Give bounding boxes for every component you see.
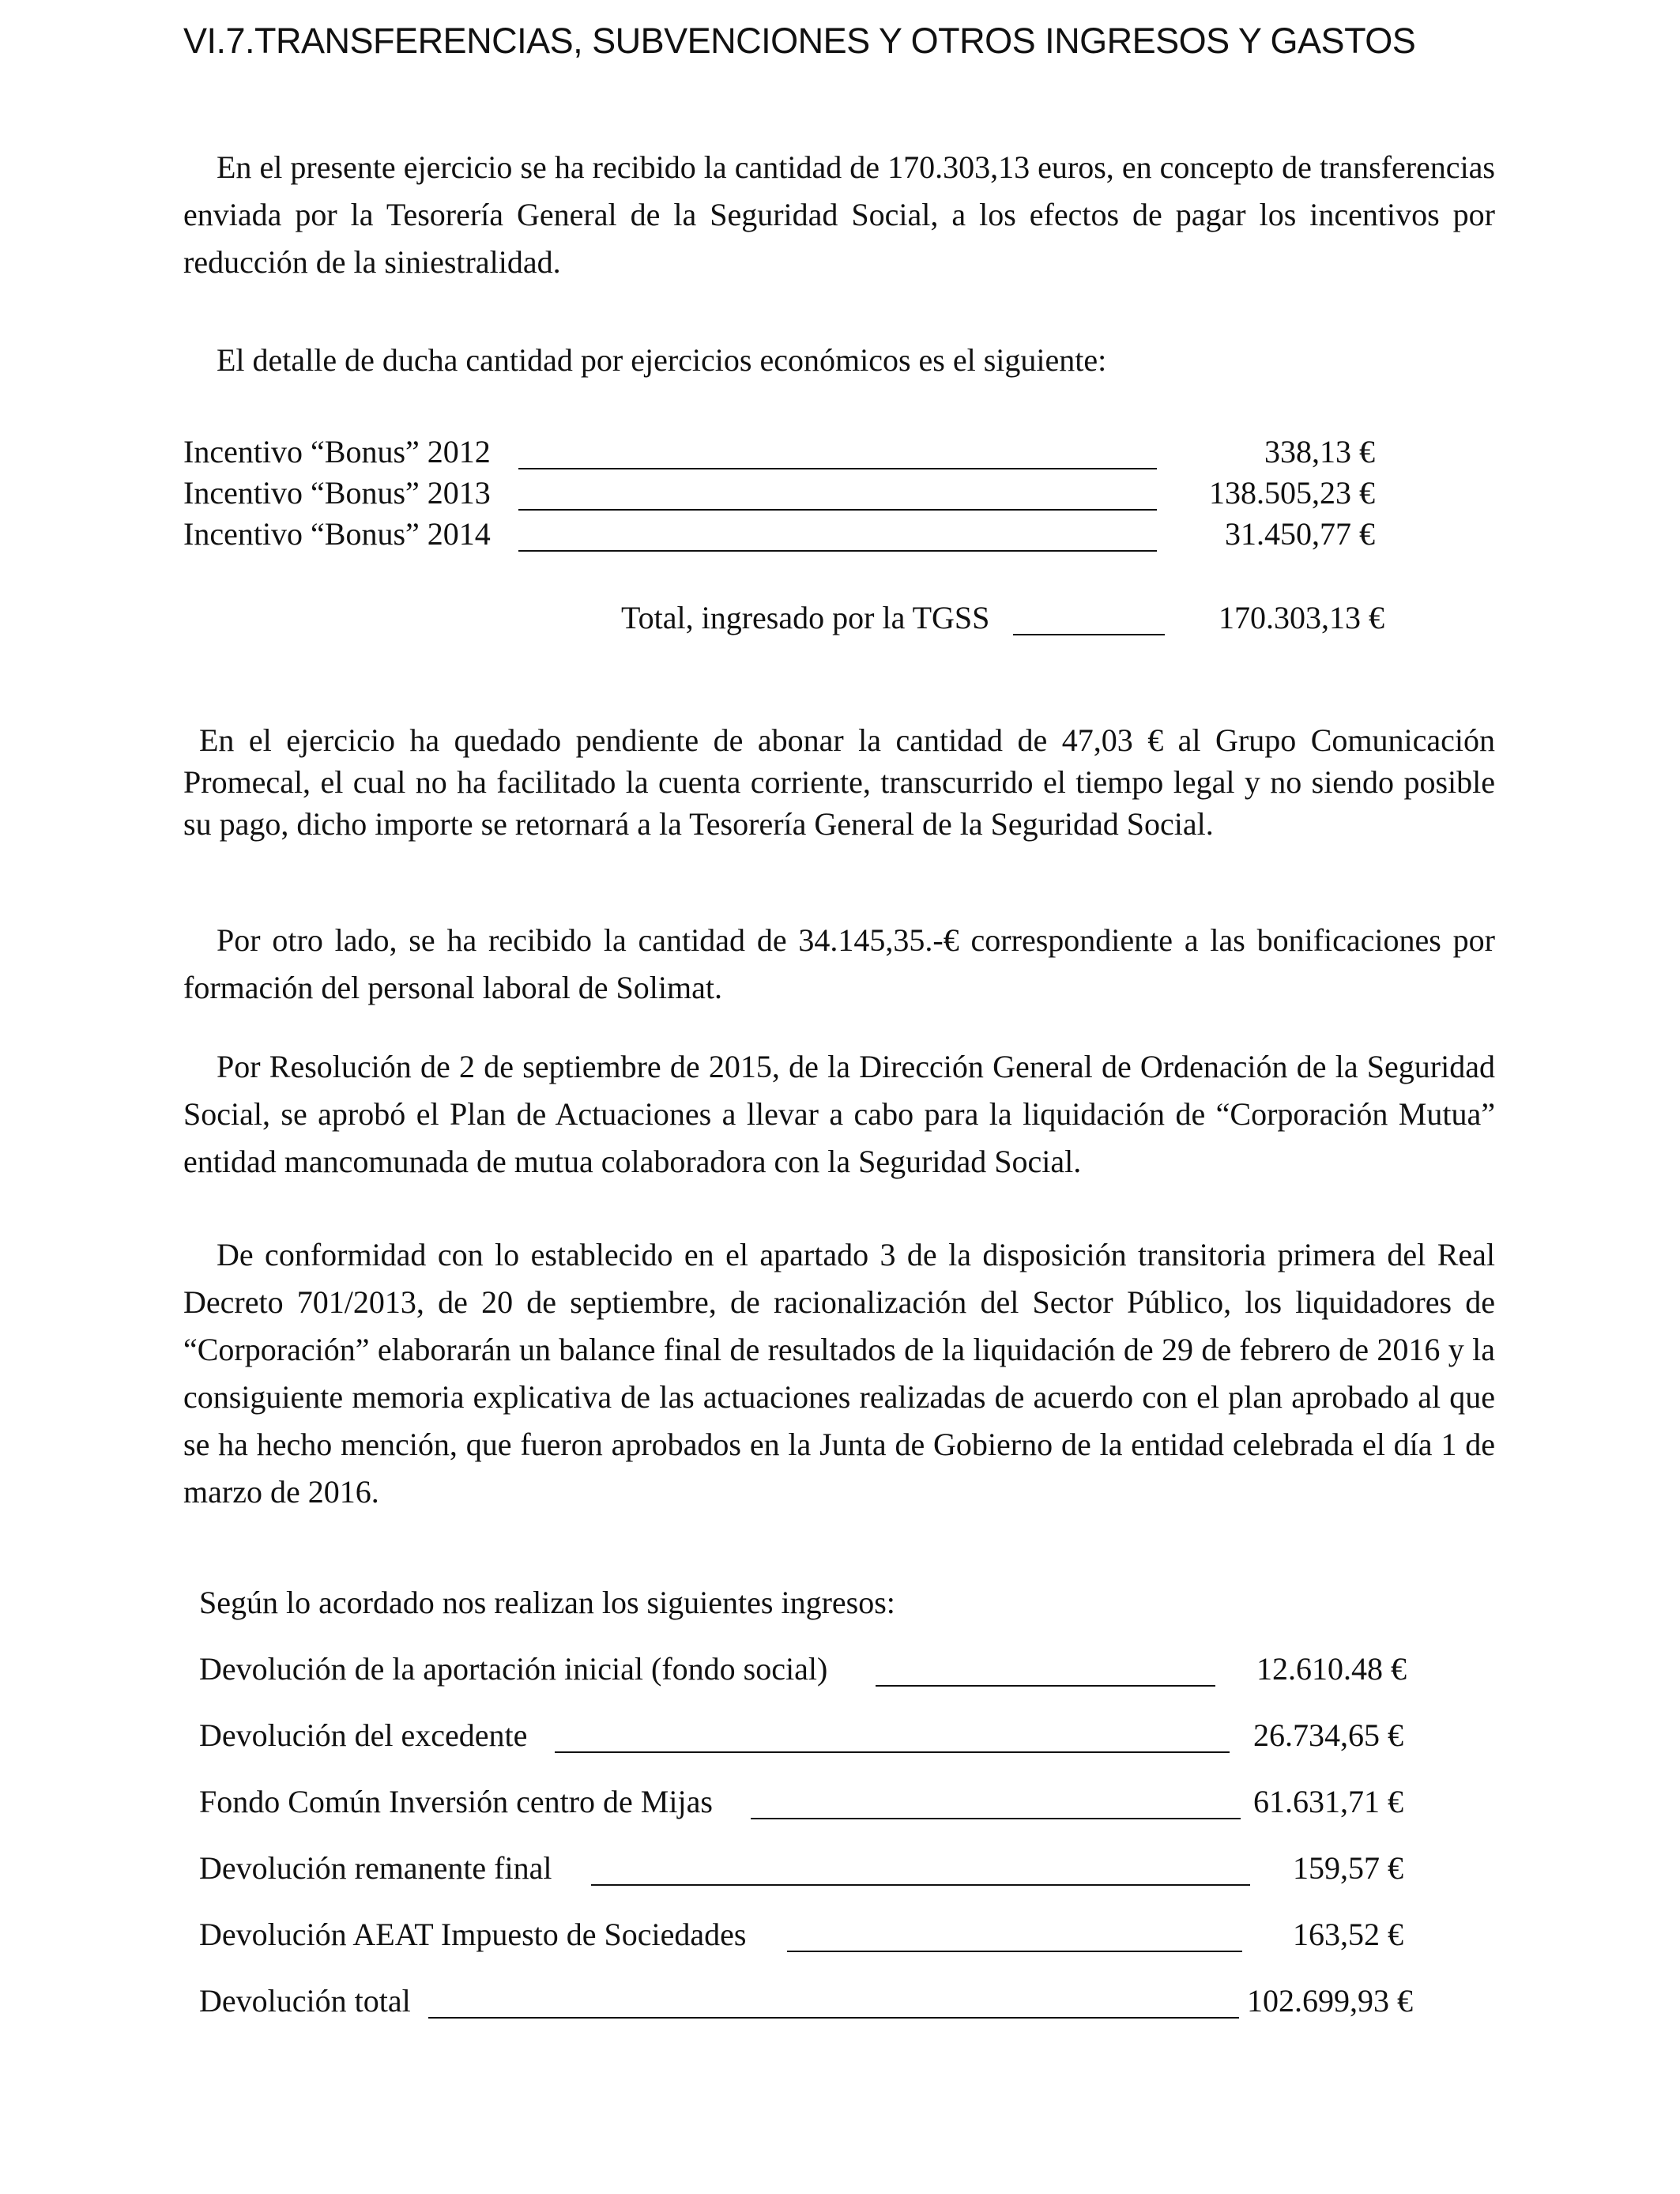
leader-line (518, 468, 1157, 469)
row-amount: 26.734,65 € (1253, 1717, 1403, 1753)
row-label: Incentivo “Bonus” 2013 (183, 475, 491, 511)
leader-line (518, 509, 1157, 511)
row-label: Devolución de la aportación inicial (fondo social) (199, 1651, 828, 1687)
row-label: Devolución remanente final (199, 1850, 552, 1886)
leader-line (555, 1751, 1230, 1753)
row-amount: 31.450,77 € (1225, 516, 1375, 552)
leader-line (876, 1685, 1215, 1687)
row-amount: 159,57 € (1293, 1850, 1403, 1886)
row-amount: 163,52 € (1293, 1917, 1403, 1952)
row-amount: 61.631,71 € (1253, 1784, 1403, 1819)
paragraph-resolucion: Por Resolución de 2 de septiembre de 2015, de la Dirección General de Ordenación de la Seguridad Social, se aprobó el Plan de Actuaciones a llevar a cabo para la liquidación de “Corporación Mutua” entidad mancomunada de mutua colaboradora con la Seguridad Social. (183, 1049, 1495, 1179)
paragraph-transferencias: En el presente ejercicio se ha recibido la cantidad de 170.303,13 euros, en concepto de transferencias enviada por la Tesorería General de la Seguridad Social, a los efectos de pagar los incentivos por reducción de la siniestralidad. (183, 149, 1495, 280)
paragraph-conformidad: De conformidad con lo establecido en el apartado 3 de la disposición transitoria primera del Real Decreto 701/2013, de 20 de septiembre, de racionalización del Sector Público, los liquidadores de “Corporación” elaborarán un balance final de resultados de la liquidación de 29 de febrero de 2016 y la consiguiente memoria explicativa de las actuaciones realizadas de acuerdo con el plan aprobado al que se ha hecho mención, que fueron aprobados en la Junta de Gobierno de la entidad celebrada el día 1 de marzo de 2016. (183, 1237, 1495, 1510)
row-amount: 138.505,23 € (1209, 475, 1375, 511)
leader-line (787, 1951, 1242, 1952)
total-amount: 170.303,13 € (1219, 600, 1384, 635)
paragraph-bonificaciones: Por otro lado, se ha recibido la cantidad de 34.145,35.-€ correspondiente a las bonificaciones por formación del personal laboral de Solimat. (183, 922, 1495, 1005)
row-label: Devolución AEAT Impuesto de Sociedades (199, 1917, 747, 1952)
leader-line (751, 1818, 1241, 1819)
row-amount: 12.610.48 € (1256, 1651, 1407, 1687)
section-title: VI.7.TRANSFERENCIAS, SUBVENCIONES Y OTROS INGRESOS Y GASTOS (183, 21, 1416, 61)
leader-line (591, 1884, 1250, 1886)
paragraph-ingresos-intro: Según lo acordado nos realizan los siguientes ingresos: (199, 1585, 895, 1620)
leader-line (518, 550, 1157, 552)
row-amount: 338,13 € (1264, 434, 1375, 469)
total-label: Devolución total (199, 1983, 411, 2019)
leader-line (1013, 634, 1165, 635)
paragraph-detalle: El detalle de ducha cantidad por ejercicios económicos es el siguiente: (217, 342, 1107, 378)
paragraph-pendiente: En el ejercicio ha quedado pendiente de abonar la cantidad de 47,03 € al Grupo Comunicación Promecal, el cual no ha facilitado la cuenta corriente, transcurrido el tiempo legal y no siendo posible su pago, dicho importe se retornará a la Tesorería General de la Seguridad Social. (183, 722, 1495, 842)
row-label: Devolución del excedente (199, 1717, 528, 1753)
total-amount: 102.699,93 € (1247, 1983, 1413, 2019)
row-label: Fondo Común Inversión centro de Mijas (199, 1784, 713, 1819)
row-label: Incentivo “Bonus” 2014 (183, 516, 491, 552)
row-label: Incentivo “Bonus” 2012 (183, 434, 491, 469)
total-label: Total, ingresado por la TGSS (621, 600, 990, 635)
leader-line (428, 2017, 1239, 2019)
